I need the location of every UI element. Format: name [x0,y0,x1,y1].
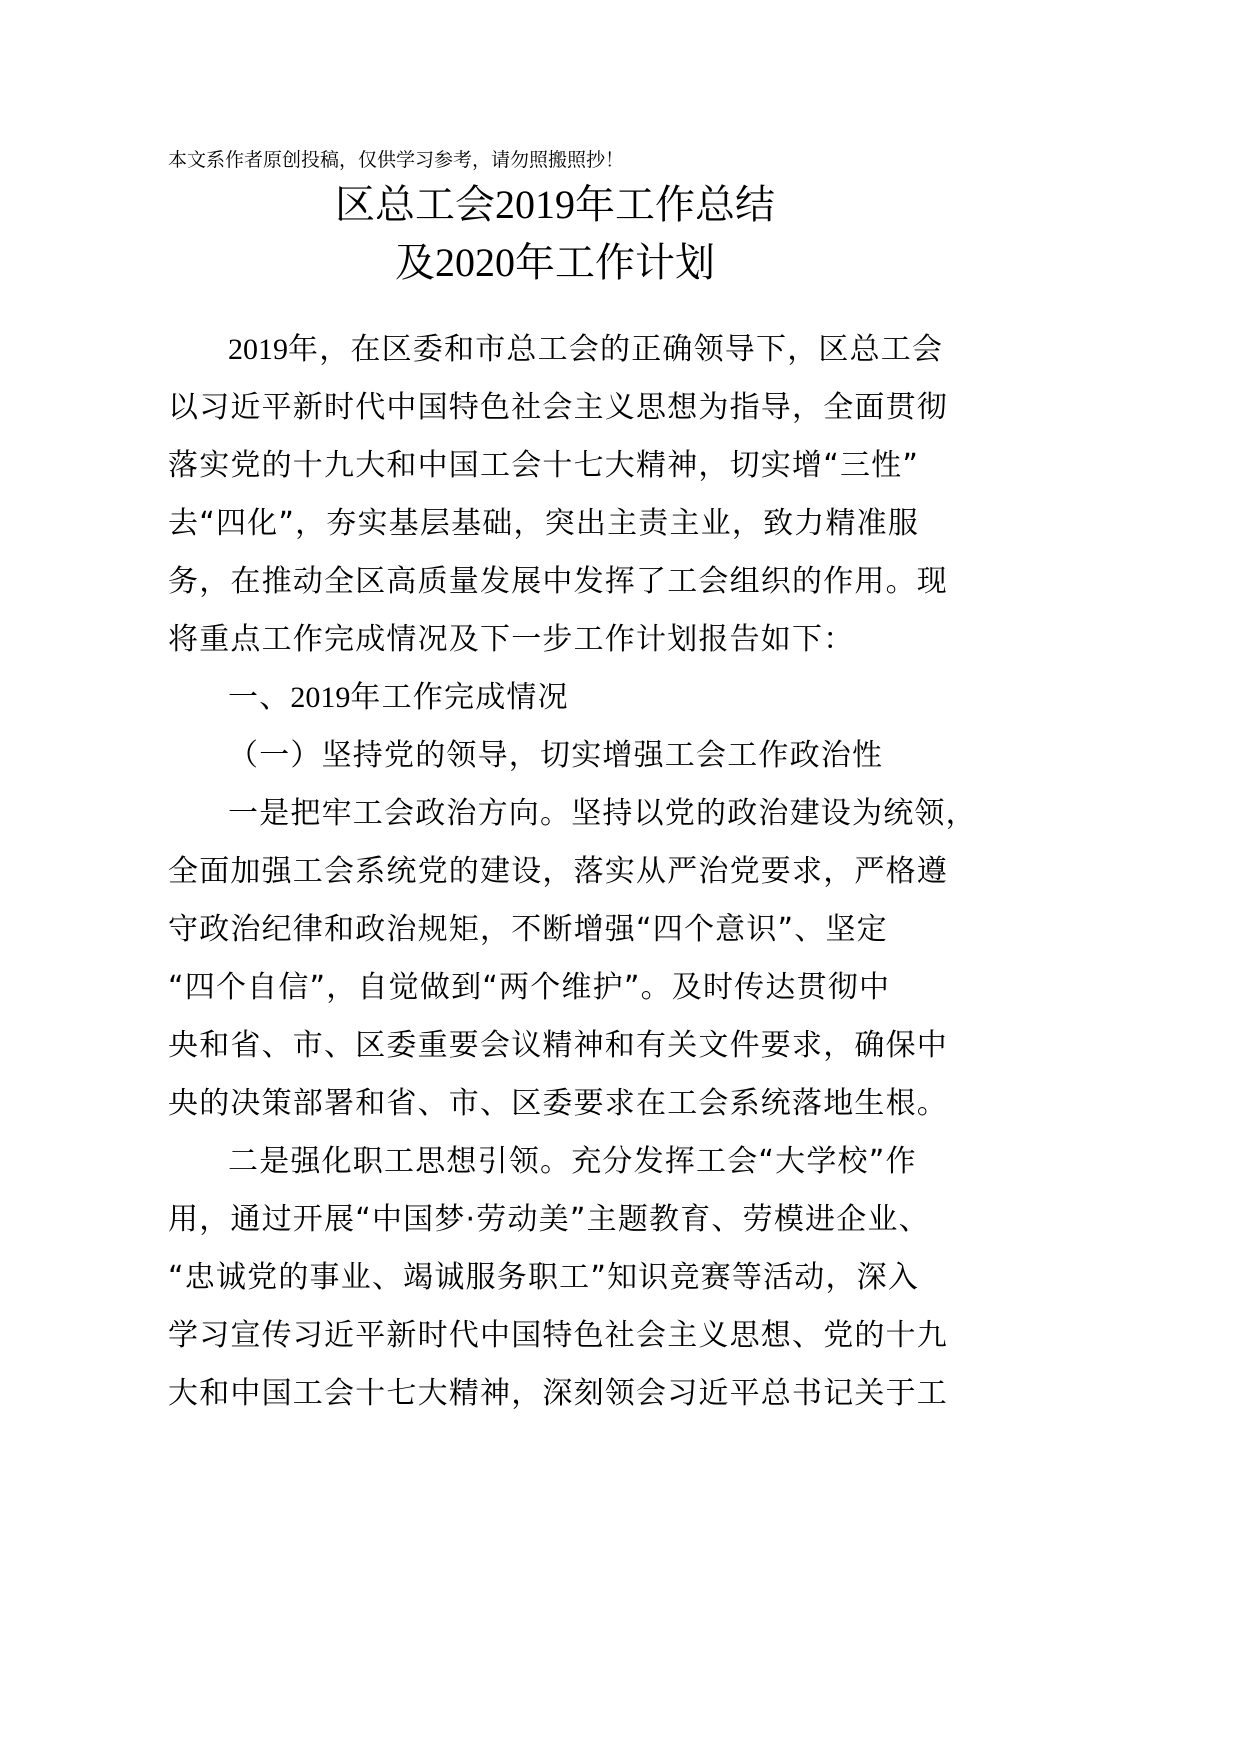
section-heading [228,678,569,718]
paragraph-line: 央和省、市、区委重要会议精神和有关文件要求，确保中 [168,1028,948,1063]
section-text: 年工作完成情况 [350,680,569,715]
paragraph-line: 一是把牢工会政治方向。坚持以党的政治建设为统领， [228,796,977,831]
paragraph-line: 全面加强工会系统党的建设，落实从严治党要求，严格遵 [168,854,948,889]
paragraph-line: 学习宣传习近平新时代中国特色社会主义思想、党的十九 [168,1318,948,1353]
intro-line: 落实党的十九大和中国工会十七大精神，切实增“三性” [168,448,920,483]
document-title-line-2 [0,238,1110,288]
intro-line: 将重点工作完成情况及下一步工作计划报告如下： [168,622,855,657]
paragraph-line: 大和中国工会十七大精神，深刻领会习近平总书记关于工 [168,1376,948,1411]
subsection-heading: （一）坚持党的领导，切实增强工会工作政治性 [228,738,884,773]
title-text: 及 [395,240,435,286]
paragraph-line: 用，通过开展“中国梦·劳动美”主题教育、劳模进企业、 [168,1202,930,1237]
paragraph-line: 央的决策部署和省、市、区委要求在工会系统落地生根。 [168,1086,948,1121]
title-year: 2020 [435,240,515,285]
intro-line [228,330,943,370]
copyright-note: 本文系作者原创投稿，仅供学习参考，请勿照搬照抄！ [168,149,625,171]
paragraph-line: 守政治纪律和政治规矩，不断增强“四个意识”、坚定 [168,912,888,947]
title-text: 区总工会 [335,182,495,228]
section-number: 一、 [228,680,291,715]
section-year: 2019 [290,681,351,714]
paragraph-line: “四个自信”，自觉做到“两个维护”。及时传达贯彻中 [168,970,891,1005]
paragraph-line: “忠诚党的事业、竭诚服务职工”知识竞赛等活动，深入 [168,1260,920,1295]
paragraph-line: 二是强化职工思想引领。充分发挥工会“大学校”作 [228,1144,917,1179]
title-text: 年工作总结 [575,182,775,228]
intro-line: 务，在推动全区高质量发展中发挥了工会组织的作用。现 [168,564,948,599]
intro-text: 年，在区委和市总工会的正确领导下，区总工会 [288,332,944,367]
title-text: 年工作计划 [515,240,715,286]
intro-line: 去“四化”，夯实基层基础，突出主责主业，致力精准服 [168,506,920,541]
document-title-line-1 [0,180,1110,230]
intro-year: 2019 [228,333,288,366]
title-year: 2019 [495,182,575,227]
intro-line: 以习近平新时代中国特色社会主义思想为指导，全面贯彻 [168,390,948,425]
